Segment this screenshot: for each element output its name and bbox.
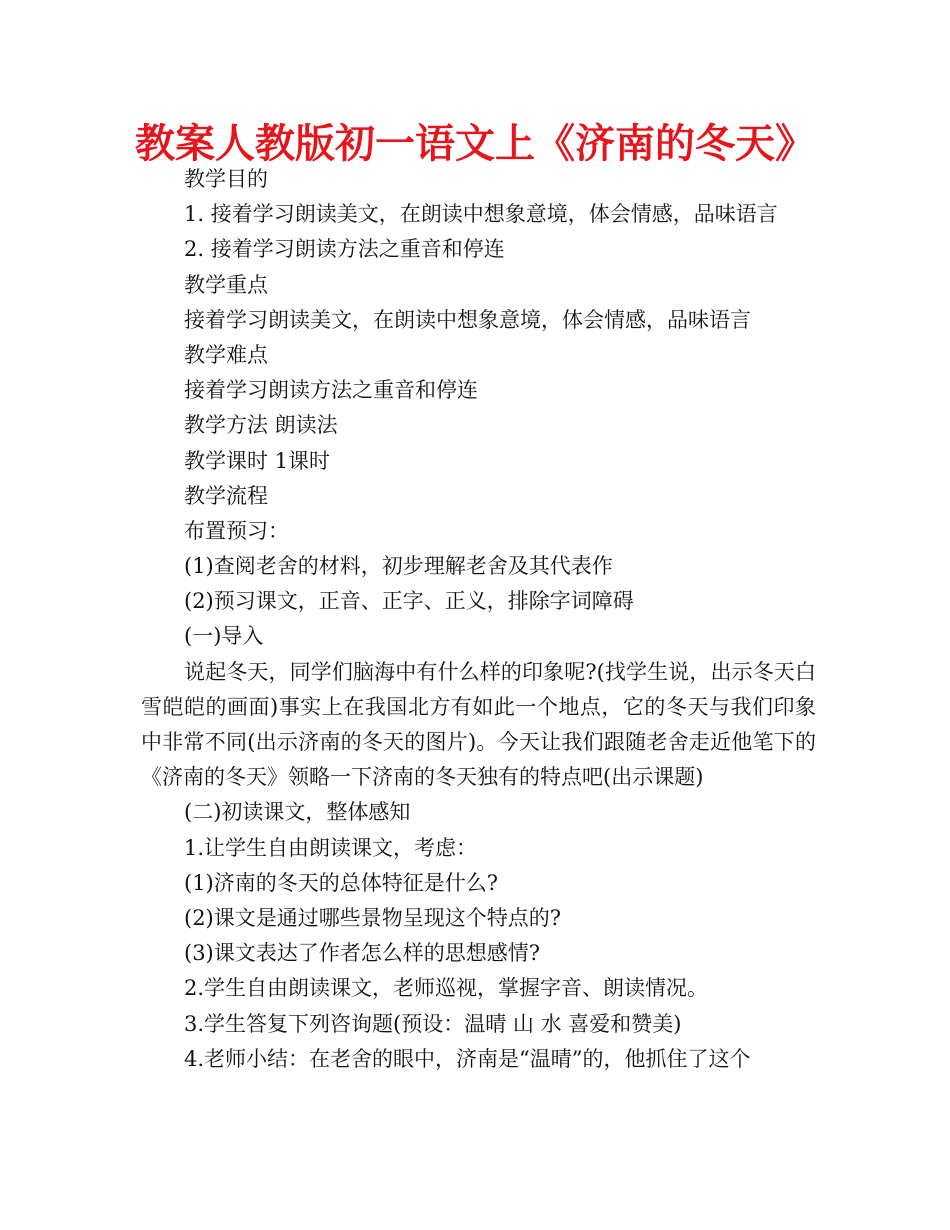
class-hours: 教学课时 1课时 [184, 448, 331, 473]
section-heading-objectives: 教学目的 [184, 167, 268, 191]
section-heading-key-points: 教学重点 [184, 272, 268, 297]
reading-question-3: (3)课文表达了作者怎么样的思想感情? [184, 941, 541, 966]
reading-step-4: 4.老师小结：在老舍的眼中，济南是“温晴”的，他抓住了这个 [184, 1046, 751, 1071]
objective-item-2: 2. 接着学习朗读方法之重音和停连 [184, 237, 505, 262]
reading-question-1: (1)济南的冬天的总体特征是什么? [184, 870, 499, 895]
reading-step-3: 3.学生答复下列咨询题(预设：温晴 山 水 喜爱和赞美) [184, 1011, 682, 1036]
teaching-method: 教学方法 朗读法 [184, 413, 338, 438]
reading-question-2: (2)课文是通过哪些景物呈现这个特点的? [184, 906, 562, 930]
section-heading-intro: (一)导入 [184, 624, 264, 649]
section-heading-process: 教学流程 [184, 483, 268, 508]
document-title: 教案人教版初一语文上《济南的冬天》 [135, 121, 815, 167]
preview-heading: 布置预习： [184, 518, 289, 543]
section-heading-first-reading: (二)初读课文，整体感知 [184, 800, 411, 825]
objective-item-1: 1. 接着学习朗读美文，在朗读中想象意境，体会情感，品味语言 [184, 202, 778, 227]
reading-step-2: 2.学生自由朗读课文，老师巡视，掌握字音、朗读情况。 [184, 976, 709, 1001]
preview-item-2: (2)预习课文，正音、正字、正义，排除字词障碍 [184, 589, 634, 614]
key-point-text: 接着学习朗读美文，在朗读中想象意境，体会情感，品味语言 [184, 307, 751, 332]
reading-step-1: 1.让学生自由朗读课文，考虑： [184, 835, 478, 860]
difficulty-text: 接着学习朗读方法之重音和停连 [184, 378, 478, 403]
document-body [141, 162, 816, 1077]
section-heading-difficulties: 教学难点 [184, 342, 268, 367]
intro-paragraph: 说起冬天，同学们脑海中有什么样的印象呢?(找学生说，出示冬天白雪皑皑的画面)事实上在我国北方有如此一个地点，它的冬天与我们印象中非常不同(出示济南的冬天的图片)。今天让我们跟随老舍走近他笔下的《济南的冬天》领略一下济南的冬天独有的特点吧(出示课题) [141, 659, 816, 790]
preview-item-1: (1)查阅老舍的材料，初步理解老舍及其代表作 [184, 554, 613, 579]
